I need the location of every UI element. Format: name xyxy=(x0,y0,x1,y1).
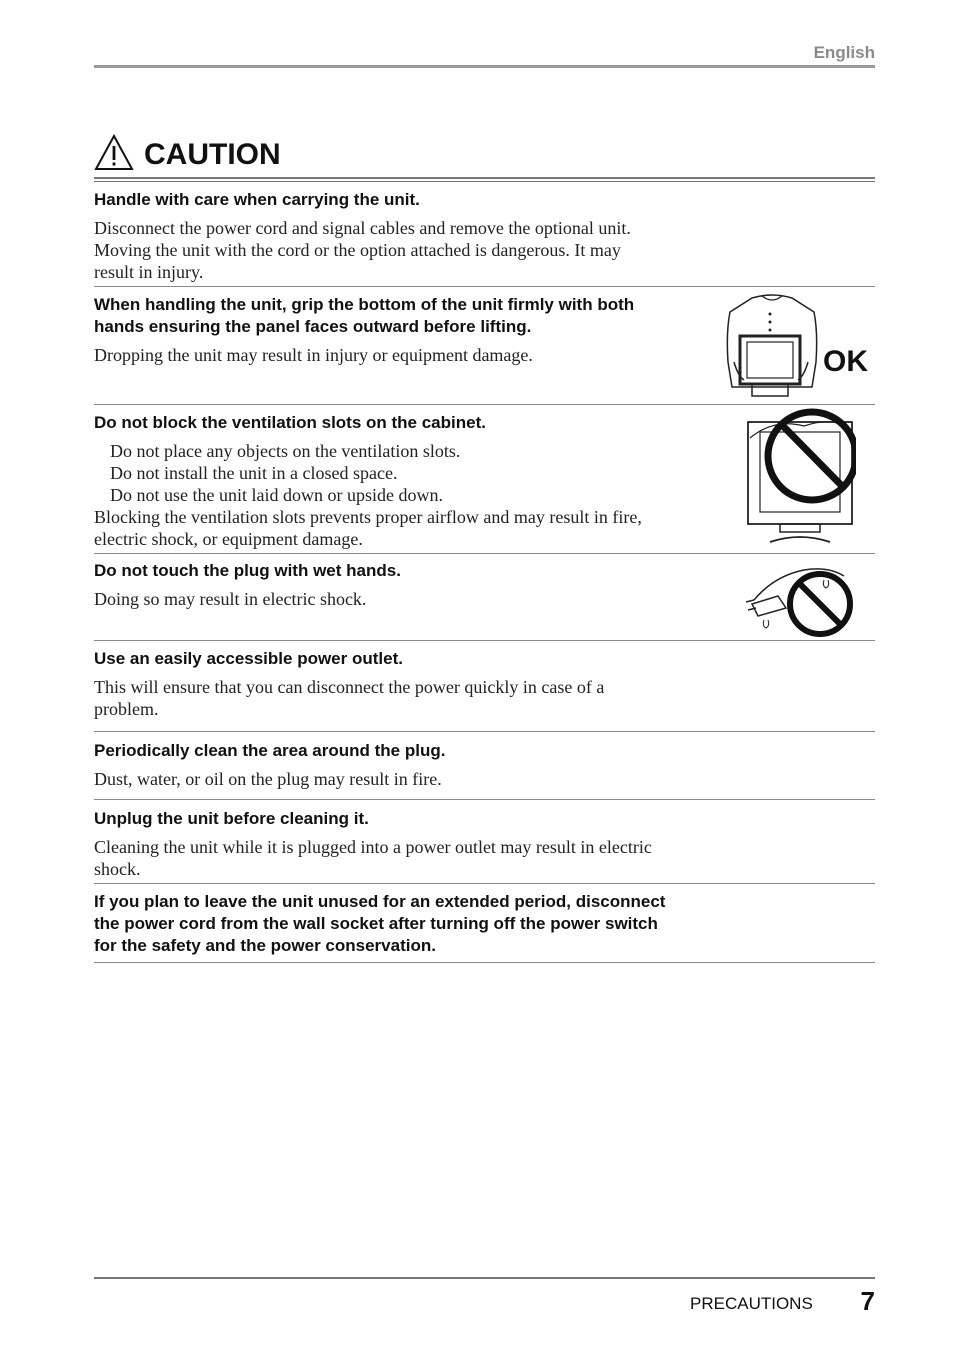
section-body xyxy=(94,217,714,283)
section-body xyxy=(94,588,714,610)
section-clean-plug xyxy=(94,740,875,790)
body-line: Dust, water, or oil on the plug may result in fire. xyxy=(94,769,442,789)
heading-line: When handling the unit, grip the bottom of the unit firmly with both xyxy=(94,295,635,314)
section-heading: Use an easily accessible power outlet. xyxy=(94,649,403,668)
wet-hand-plug-prohibited-illustration xyxy=(744,556,856,638)
header-divider xyxy=(94,65,875,68)
body-line: Disconnect the power cord and signal cables and remove the optional unit. xyxy=(94,218,631,238)
section-heading xyxy=(94,294,714,338)
covered-monitor-prohibited-illustration xyxy=(744,408,856,550)
section-divider xyxy=(94,799,875,800)
body-line: electric shock, or equipment damage. xyxy=(94,529,363,549)
body-line: Do not install the unit in a closed space. xyxy=(110,463,398,483)
heading-line: If you plan to leave the unit unused for an extended period, disconnect xyxy=(94,892,666,911)
caution-heading xyxy=(94,126,281,172)
section-body xyxy=(94,344,714,366)
section-extended-period xyxy=(94,891,875,957)
section-heading xyxy=(94,891,734,957)
body-line: Moving the unit with the cord or the option attached is dangerous. It may xyxy=(94,240,621,260)
caution-divider xyxy=(94,177,875,179)
heading-line: hands ensuring the panel faces outward before lifting. xyxy=(94,317,532,336)
person-holding-monitor-illustration xyxy=(722,292,822,400)
body-line: Cleaning the unit while it is plugged into a power outlet may result in electric xyxy=(94,837,652,857)
section-unplug-cleaning xyxy=(94,808,875,880)
section-carrying xyxy=(94,189,875,283)
section-heading: Periodically clean the area around the plug. xyxy=(94,741,446,760)
heading-line: for the safety and the power conservation. xyxy=(94,936,436,955)
section-heading: Do not block the ventilation slots on the cabinet. xyxy=(94,413,486,432)
section-divider xyxy=(94,286,875,287)
footer-section-label: PRECAUTIONS xyxy=(690,1294,813,1313)
language-label: English xyxy=(813,43,875,62)
body-line: shock. xyxy=(94,859,141,879)
section-heading: Handle with care when carrying the unit. xyxy=(94,190,420,209)
section-divider xyxy=(94,404,875,405)
body-line: problem. xyxy=(94,699,159,719)
caution-divider-thin xyxy=(94,181,875,182)
body-line: Do not place any objects on the ventilation slots. xyxy=(110,441,461,461)
body-line: Blocking the ventilation slots prevents proper airflow and may result in fire, xyxy=(94,507,642,527)
section-heading: Do not touch the plug with wet hands. xyxy=(94,561,401,580)
page-number: 7 xyxy=(860,1286,875,1316)
footer-divider xyxy=(94,1277,875,1279)
body-line: Dropping the unit may result in injury or equipment damage. xyxy=(94,345,533,365)
section-divider xyxy=(94,553,875,554)
section-divider xyxy=(94,731,875,732)
section-divider xyxy=(94,883,875,884)
caution-title: CAUTION xyxy=(144,138,281,171)
body-line: Doing so may result in electric shock. xyxy=(94,589,367,609)
section-divider xyxy=(94,962,875,963)
section-body xyxy=(94,836,734,880)
section-body xyxy=(94,440,714,550)
warning-triangle-icon xyxy=(94,134,134,172)
section-heading: Unplug the unit before cleaning it. xyxy=(94,809,369,828)
ok-label: OK xyxy=(823,345,868,378)
body-line: Do not use the unit laid down or upside down. xyxy=(110,485,443,505)
body-line: result in injury. xyxy=(94,262,204,282)
section-body xyxy=(94,768,714,790)
heading-line: the power cord from the wall socket after turning off the power switch xyxy=(94,914,658,933)
section-divider xyxy=(94,640,875,641)
body-line: This will ensure that you can disconnect the power quickly in case of a xyxy=(94,677,605,697)
section-body xyxy=(94,676,714,720)
section-power-outlet xyxy=(94,648,875,720)
